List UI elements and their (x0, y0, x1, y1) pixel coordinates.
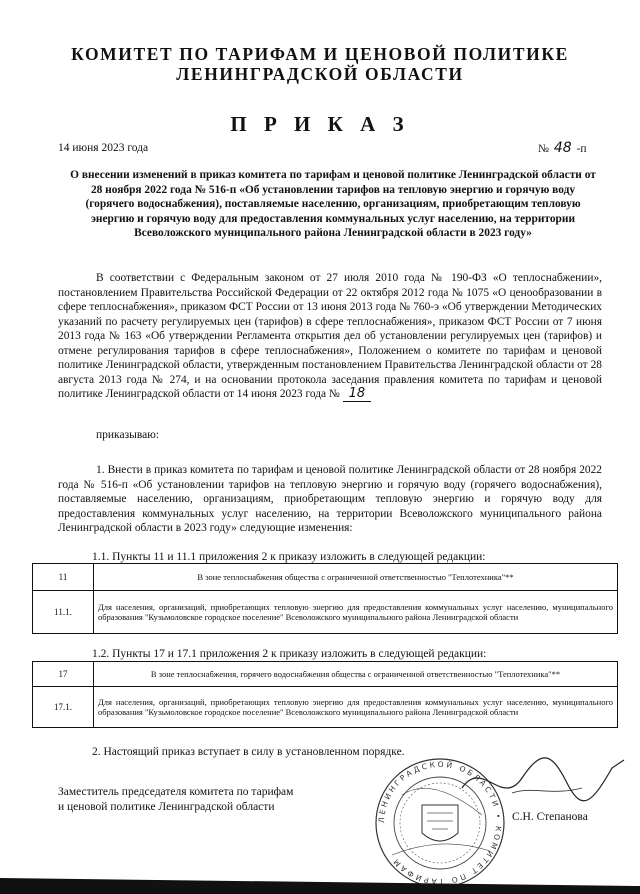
position-line-1: Заместитель председателя комитета по тарифам (58, 786, 294, 798)
preamble-paragraph (58, 271, 602, 402)
number-prefix: № (538, 143, 549, 155)
amendment-table-1 (32, 563, 618, 634)
preamble-text: В соответствии с Федеральным законом от 27 июля 2010 года № 190-ФЗ «О теплоснабжении», постановлением Правительства Российской Федерации от 22 октября 2012 года № 1075 «О ценообразовании в сфере теплоснабжения», приказом ФСТ России от 13 июня 2013 года № 760-э «Об утверждении Методических указаний по расчету регулируемых цен (тарифов) в сфере теплоснабжения», приказом ФСТ России от 7 июня 2013 года № 163 «Об утверждении Регламента открытия дел об установлении регулируемых цен (тарифов) и отмене регулирования тарифов в сфере теплоснабжения», Положением о комитете по тарифам и ценовой политике Ленинградской области, утвержденным постановлением Правительства Ленинградской области от 28 августа 2013 года № 274, и на основании протокола заседания правления комитета по тарифам и ценовой политике Ленинградской области от 14 июня 2023 года № (58, 272, 602, 400)
handwritten-signature (452, 748, 632, 818)
handwritten-order-number: 48 (553, 140, 572, 156)
row-number-cell: 17.1. (33, 687, 94, 728)
orders-word: приказываю: (96, 429, 160, 441)
subitem-1-1-heading: 1.1. Пункты 11 и 11.1 приложения 2 к приказу изложить в следующей редакции: (92, 551, 486, 563)
committee-line-2: ЛЕНИНГРАДСКОЙ ОБЛАСТИ (176, 64, 464, 84)
table-row (33, 662, 618, 687)
table-row (33, 591, 618, 634)
item-1-paragraph: 1. Внести в приказ комитета по тарифам и ценовой политике Ленинградской области от 28 ноября 2022 года № 516-п «Об установлении тарифов на тепловую энергию и горячую воду (горячего водоснабжения), поставляемые населению, организациям, приобретающим тепловую энергию и горячую воду для предоставления коммунальных услуг населению, на территории Всеволожского муниципального района Ленинградской области в 2023 году» следующие изменения: (58, 464, 602, 534)
row-number-cell: 17 (33, 662, 94, 687)
order-number (538, 140, 587, 156)
row-text-cell: Для населения, организаций, приобретающих тепловую энергию для предоставления коммунальных услуг населению, муниципального образования "Кузьмоловское городское поселение" Всеволожского муниципального района Ленинградской области (94, 687, 618, 728)
row-text-cell: Для населения, организаций, приобретающих тепловую энергию для предоставления коммунальных услуг населению, муниципального образования "Кузьмоловское городское поселение" Всеволожского муниципального района Ленинградской области (94, 591, 618, 634)
number-suffix: -п (576, 143, 587, 155)
position-line-2: и ценовой политике Ленинградской области (58, 800, 275, 813)
signatory-position (58, 785, 293, 814)
subitem-1-2-heading: 1.2. Пункты 17 и 17.1 приложения 2 к приказу изложить в следующей редакции: (92, 648, 487, 660)
row-number-cell: 11.1. (33, 591, 94, 634)
amendment-table-2 (32, 661, 618, 728)
row-number-cell: 11 (33, 564, 94, 591)
order-subject: О внесении изменений в приказ комитета по тарифам и ценовой политике Ленинградской области от 28 ноября 2022 года № 516-п «Об установлении тарифов на тепловую энергию и горячую воду (горячего водоснабжения), поставляемые населению, организациям, приобретающим тепловую энергию и горячую воду для предоставления коммунальных услуг населению, на территории Всеволожского муниципального района Ленинградской области в 2023 году» (70, 169, 596, 240)
document-type-title: П Р И К А З (230, 112, 410, 136)
committee-line-1: КОМИТЕТ ПО ТАРИФАМ И ЦЕНОВОЙ ПОЛИТИКЕ (71, 44, 569, 64)
order-date: 14 июня 2023 года (58, 142, 149, 154)
svg-text:ЛЕНИНГРАДСКОЙ ОБЛАСТИ • КОМИТЕ: ЛЕНИНГРАДСКОЙ ОБЛАСТИ • КОМИТЕТ ПО ТАРИФАМ (376, 759, 504, 887)
table-row (33, 687, 618, 728)
handwritten-protocol-number: 18 (343, 386, 372, 402)
row-text-cell: В зоне теплоснабжения, горячего водоснабжения общества с ограниченной ответственностью "Теплотехника"** (94, 662, 618, 687)
committee-header (0, 44, 640, 84)
table-row (33, 564, 618, 591)
item-2-paragraph: 2. Настоящий приказ вступает в силу в установленном порядке. (92, 746, 405, 758)
scan-edge-shadow (0, 874, 640, 894)
signatory-name: С.Н. Степанова (512, 811, 588, 823)
row-text-cell: В зоне теплоснабжения общества с ограниченной ответственностью "Теплотехника"** (94, 564, 618, 591)
